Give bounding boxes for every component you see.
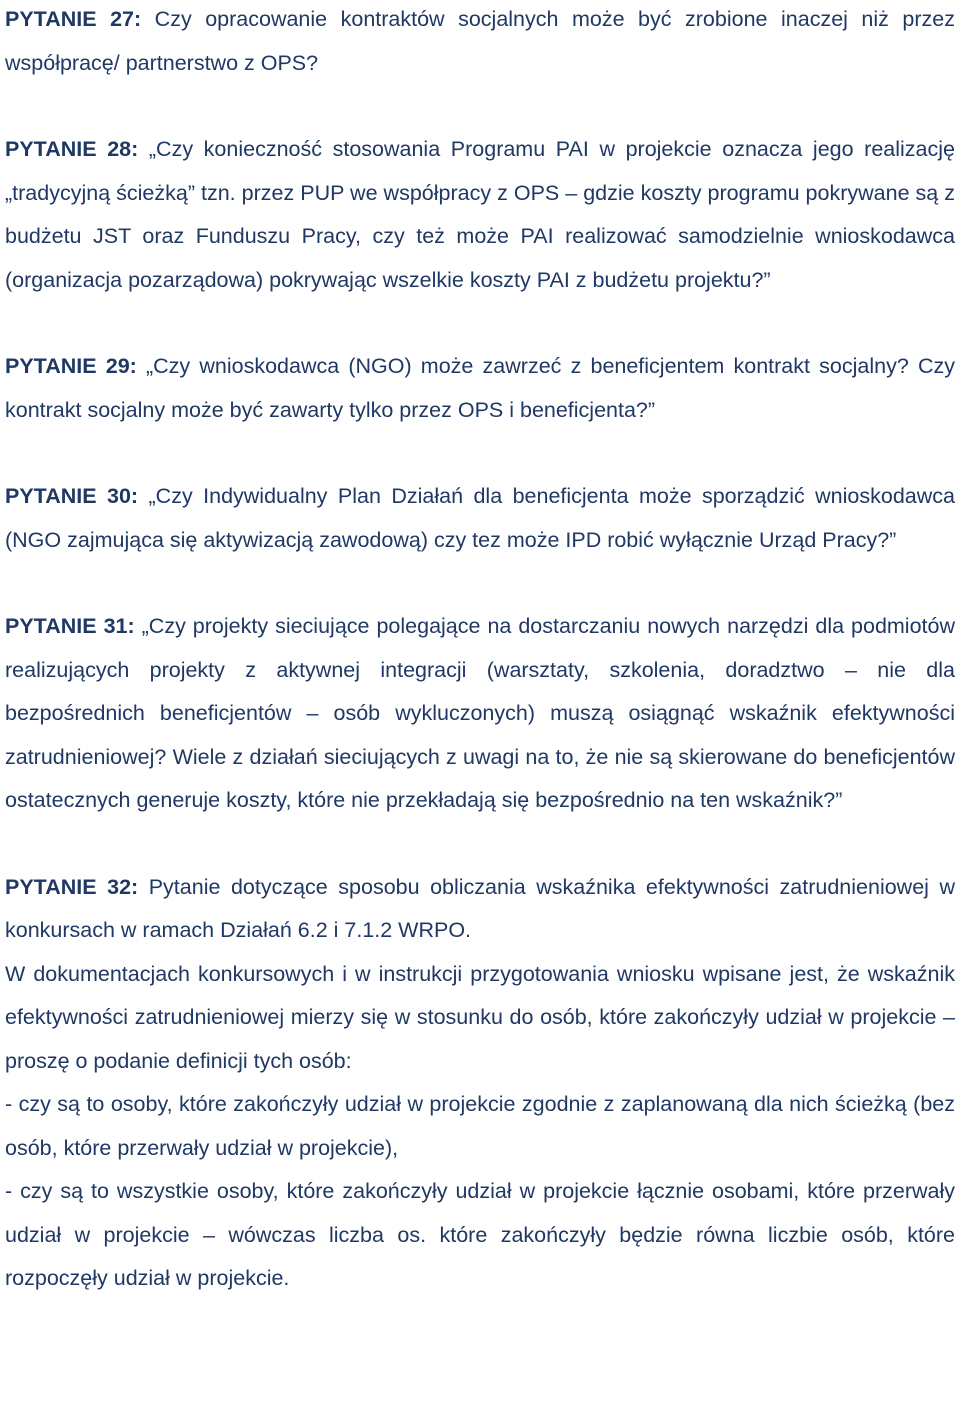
question-label: PYTANIE 30:	[5, 484, 139, 508]
question-31	[5, 605, 955, 823]
question-label: PYTANIE 31:	[5, 614, 135, 638]
question-text: „Czy wnioskodawca (NGO) może zawrzeć z beneficjentem kontrakt socjalny? Czy kontrakt socjalny może być zawarty tylko przez OPS i beneficjenta?”	[5, 354, 955, 422]
question-27	[5, 0, 955, 85]
question-text: „Czy projekty sieciujące polegające na dostarczaniu nowych narzędzi dla podmiotów realizujących projekty z aktywnej integracji (warsztaty, szkolenia, doradztwo – nie dla bezpośrednich beneficjentów – osób wykluczonych) muszą osiągnąć wskaźnik efektywności zatrudnieniowej? Wiele z działań sieciujących z uwagi na to, że nie są skierowane do beneficjentów ostatecznych generuje koszty, które nie przekładają się bezpośrednio na ten wskaźnik?”	[5, 614, 956, 812]
question-label: PYTANIE 32:	[5, 874, 139, 899]
question-text: „Czy konieczność stosowania Programu PAI w projekcie oznacza jego realizację „tradycyjną ścieżką” tzn. przez PUP we współpracy z OPS – gdzie koszty programu pokrywane są z budżetu JST oraz Funduszu Pracy, czy też może PAI realizować samodzielnie wnioskodawca (organizacja pozarządowa) pokrywając wszelkie koszty PAI z budżetu projektu?”	[5, 137, 955, 292]
q32-paragraph-option-2: - czy są to wszystkie osoby, które zakończyły udział w projekcie łącznie osobami, które przerwały udział w projekcie – wówczas liczba os. które zakończyły będzie równa liczbie osób, które rozpoczęły udział w projekcie.	[5, 1179, 955, 1290]
question-text: „Czy Indywidualny Plan Działań dla beneficjenta może sporządzić wnioskodawca (NGO zajmująca się aktywizacją zawodową) czy tez może IPD robić wyłącznie Urząd Pracy?”	[5, 484, 955, 552]
question-label: PYTANIE 28:	[5, 137, 139, 161]
q32-paragraph-definition: W dokumentacjach konkursowych i w instrukcji przygotowania wniosku wpisane jest, że wskaźnik efektywności zatrudnieniowej mierzy się w stosunku do osób, które zakończyły udział w projekcie – proszę o podanie definicji tych osób:	[5, 961, 955, 1073]
question-30	[5, 475, 955, 562]
question-28	[5, 128, 955, 302]
q32-paragraph-option-1: - czy są to osoby, które zakończyły udział w projekcie zgodnie z zaplanowaną dla nich ścieżką (bez osób, które przerwały udział w projekcie),	[5, 1092, 955, 1160]
question-label: PYTANIE 29:	[5, 354, 137, 378]
question-text: Pytanie dotyczące sposobu obliczania wskaźnika efektywności zatrudnieniowej w konkursach w ramach Działań 6.2 i 7.1.2 WRPO.	[5, 874, 955, 942]
question-label: PYTANIE 27:	[5, 7, 142, 31]
question-32	[5, 866, 955, 953]
question-29	[5, 345, 955, 432]
question-text: Czy opracowanie kontraktów socjalnych może być zrobione inaczej niż przez współpracę/ partnerstwo z OPS?	[5, 7, 955, 75]
